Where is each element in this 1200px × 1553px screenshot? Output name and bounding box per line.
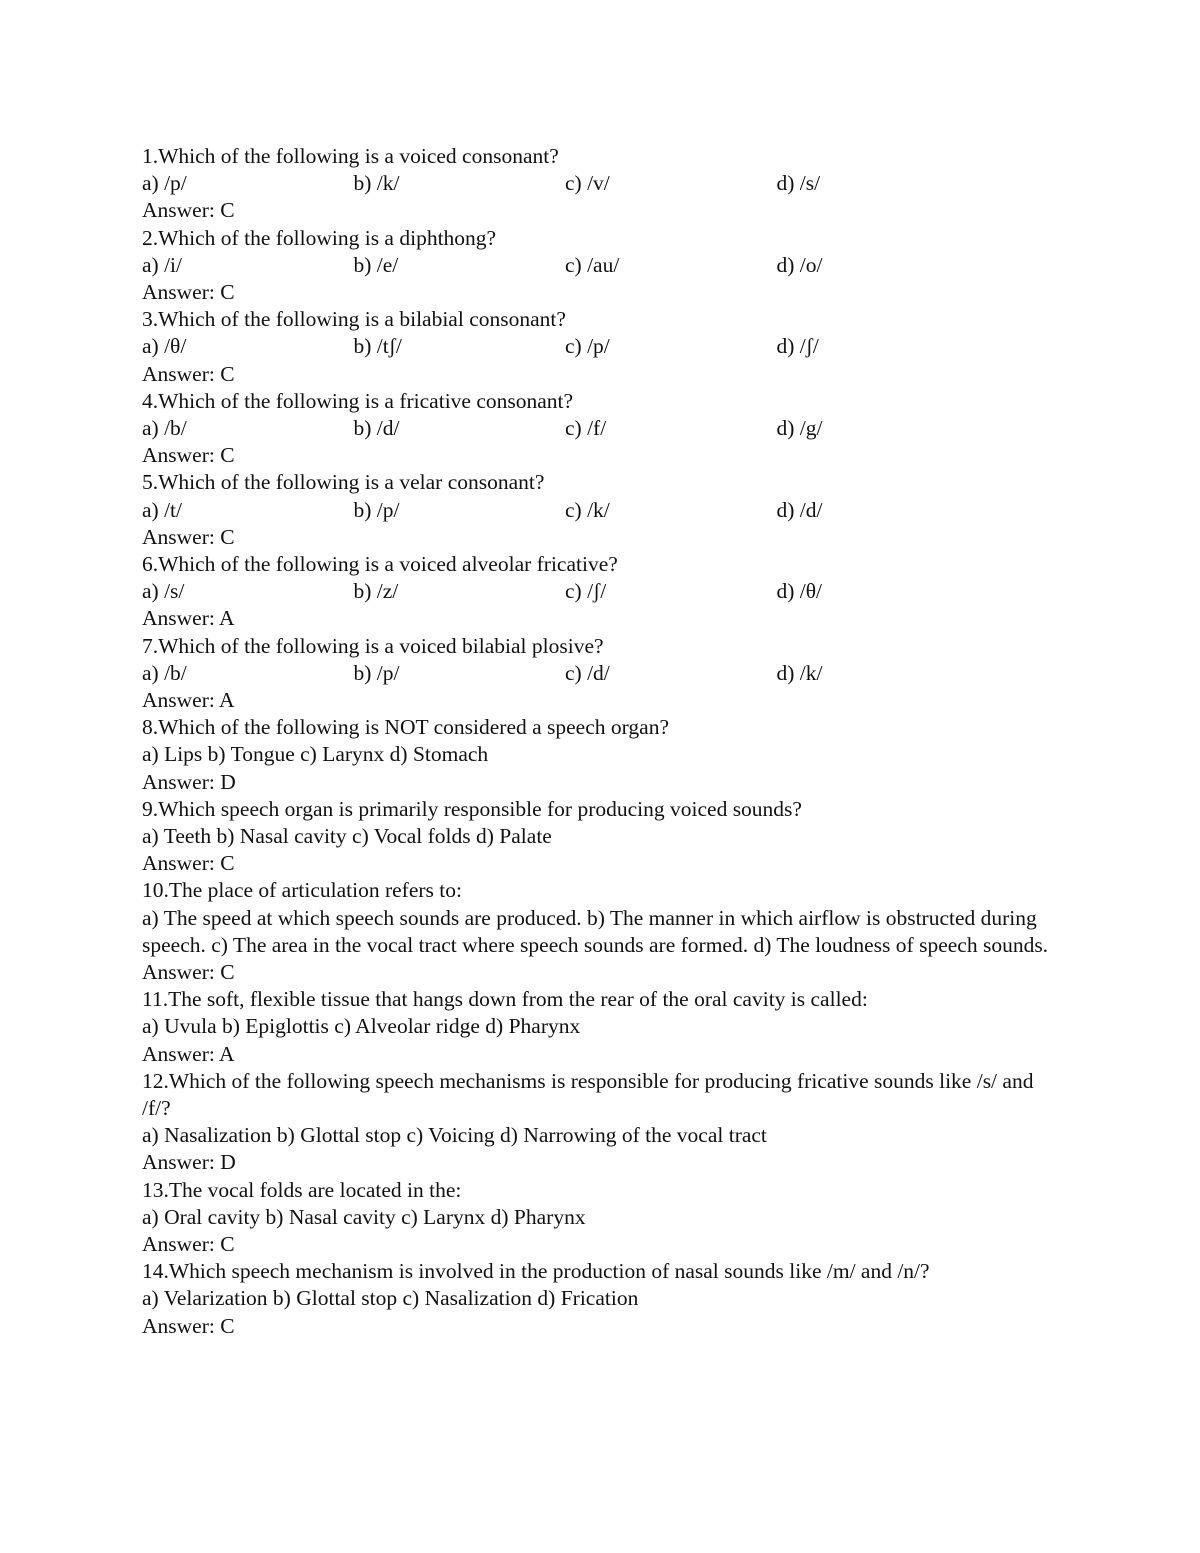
question-text: 14.Which speech mechanism is involved in the production of nasal sounds like /m/ and /n/? <box>142 1259 930 1284</box>
answer-line: Answer: C <box>142 361 235 386</box>
question-text: 3.Which of the following is a bilabial consonant? <box>142 307 566 332</box>
options-row <box>142 170 1062 197</box>
question-text: 4.Which of the following is a fricative consonant? <box>142 388 574 413</box>
option-b: b) /tʃ/ <box>353 334 402 359</box>
option-d: d) /k/ <box>776 660 823 685</box>
answer-line: Answer: C <box>142 443 235 468</box>
option-b: b) /k/ <box>353 171 400 196</box>
answer-line: Answer: A <box>142 1041 235 1066</box>
option-b: b) /e/ <box>353 252 399 277</box>
option-c: c) /au/ <box>565 252 620 277</box>
question-text: 10.The place of articulation refers to: <box>142 878 462 903</box>
question-block <box>142 225 1062 307</box>
option-d: d) /θ/ <box>776 579 823 604</box>
options-row <box>142 333 1062 360</box>
options-row <box>142 252 1062 279</box>
question-block <box>142 1068 1062 1177</box>
option-c: c) /ʃ/ <box>565 579 607 604</box>
answer-line: Answer: C <box>142 198 235 223</box>
options-paragraph: a) The speed at which speech sounds are produced. b) The manner in which airflow is obstructed during speech. c) The area in the vocal tract where speech sounds are formed. d) The loudness of speech sounds. <box>142 905 1049 957</box>
option-b: b) /p/ <box>353 497 400 522</box>
question-block <box>142 143 1062 225</box>
options-inline: a) Oral cavity b) Nasal cavity c) Larynx d) Pharynx <box>142 1204 586 1229</box>
option-a: a) /θ/ <box>142 334 187 359</box>
option-a: a) /b/ <box>142 415 187 440</box>
question-text: 11.The soft, flexible tissue that hangs down from the rear of the oral cavity is called: <box>142 987 868 1012</box>
options-row <box>142 660 1062 687</box>
question-text: 12.Which of the following speech mechanisms is responsible for producing fricative sounds like /s/ and /f/? <box>142 1068 1034 1120</box>
option-d: d) /ʃ/ <box>776 334 819 359</box>
question-text: 1.Which of the following is a voiced consonant? <box>142 144 559 168</box>
option-c: c) /f/ <box>565 415 607 440</box>
question-block <box>142 796 1062 878</box>
options-inline: a) Teeth b) Nasal cavity c) Vocal folds d) Palate <box>142 823 552 848</box>
option-a: a) /s/ <box>142 579 185 604</box>
option-b: b) /p/ <box>353 660 400 685</box>
question-text: 7.Which of the following is a voiced bilabial plosive? <box>142 633 604 658</box>
question-block <box>142 714 1062 796</box>
question-block <box>142 388 1062 470</box>
answer-line: Answer: C <box>142 851 235 876</box>
question-text: 5.Which of the following is a velar consonant? <box>142 470 545 495</box>
option-a: a) /p/ <box>142 171 187 196</box>
question-text: 6.Which of the following is a voiced alveolar fricative? <box>142 551 618 576</box>
question-block <box>142 633 1062 715</box>
options-row <box>142 497 1062 524</box>
option-a: a) /i/ <box>142 252 182 277</box>
question-sheet <box>142 143 1062 1340</box>
answer-line: Answer: C <box>142 1313 235 1338</box>
question-block <box>142 551 1062 633</box>
question-text: 2.Which of the following is a diphthong? <box>142 225 497 250</box>
options-inline: a) Lips b) Tongue c) Larynx d) Stomach <box>142 742 489 767</box>
option-b: b) /z/ <box>353 579 399 604</box>
question-block <box>142 1177 1062 1259</box>
answer-line: Answer: C <box>142 524 235 549</box>
answer-line: Answer: D <box>142 769 236 794</box>
option-a: a) /t/ <box>142 497 182 522</box>
question-block <box>142 1258 1062 1340</box>
option-c: c) /p/ <box>565 334 610 359</box>
option-d: d) /d/ <box>776 497 823 522</box>
options-row <box>142 578 1062 605</box>
option-a: a) /b/ <box>142 660 187 685</box>
option-c: c) /d/ <box>565 660 610 685</box>
answer-line: Answer: C <box>142 279 235 304</box>
answer-line: Answer: C <box>142 1232 235 1257</box>
options-inline: a) Nasalization b) Glottal stop c) Voicing d) Narrowing of the vocal tract <box>142 1123 767 1148</box>
options-row <box>142 415 1062 442</box>
question-text: 9.Which speech organ is primarily responsible for producing voiced sounds? <box>142 796 802 821</box>
option-c: c) /v/ <box>565 171 610 196</box>
question-text: 13.The vocal folds are located in the: <box>142 1177 462 1202</box>
question-text: 8.Which of the following is NOT considered a speech organ? <box>142 715 670 740</box>
options-inline: a) Uvula b) Epiglottis c) Alveolar ridge d) Pharynx <box>142 1014 581 1039</box>
option-d: d) /s/ <box>776 171 821 196</box>
answer-line: Answer: A <box>142 606 235 631</box>
answer-line: Answer: D <box>142 1150 236 1175</box>
question-block <box>142 877 1062 986</box>
answer-line: Answer: C <box>142 959 235 984</box>
question-block <box>142 469 1062 551</box>
options-inline: a) Velarization b) Glottal stop c) Nasalization d) Frication <box>142 1286 639 1311</box>
option-d: d) /g/ <box>776 415 823 440</box>
option-c: c) /k/ <box>565 497 610 522</box>
option-b: b) /d/ <box>353 415 400 440</box>
answer-line: Answer: A <box>142 687 235 712</box>
question-block <box>142 306 1062 388</box>
question-block <box>142 986 1062 1068</box>
option-d: d) /o/ <box>776 252 823 277</box>
